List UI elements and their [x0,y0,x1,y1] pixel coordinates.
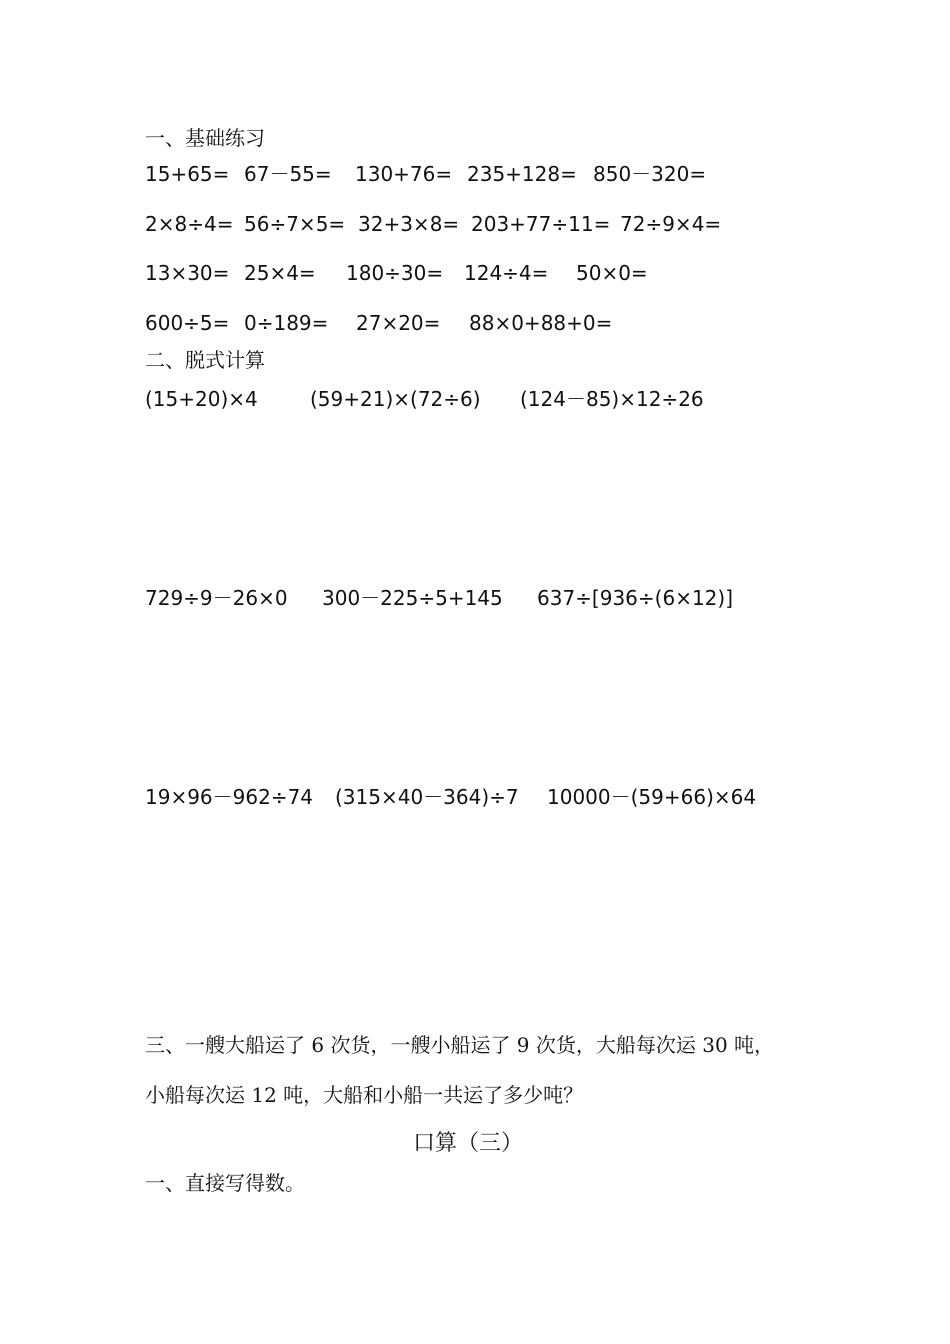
expression-3-1: 19×96－962÷74 [145,785,314,809]
next-part-title: 口算（三） [413,1131,524,1156]
problem-3-5: 50×0= [576,261,648,285]
section2-heading: 二、脱式计算 [145,348,265,372]
expression-1-3: (124－85)×12÷26 [520,387,704,411]
problem-2-4: 203+77÷11= [471,212,611,236]
problem-3-3: 180÷30= [346,261,444,285]
problem-1-4: 235+128= [467,162,577,186]
problem-4-1: 600÷5= [145,311,230,335]
problem-3-1: 13×30= [145,261,230,285]
problem-1-3: 130+76= [355,162,453,186]
expression-1-1: (15+20)×4 [145,387,258,411]
expression-2-2: 300－225÷5+145 [322,586,503,610]
problem-1-1: 15+65= [145,162,230,186]
word-problem-line-2: 小船每次运 12 吨，大船和小船一共运了多少吨？ [145,1083,584,1107]
problem-2-2: 56÷7×5= [244,212,346,236]
section1-heading: 一、基础练习 [145,126,265,150]
problem-3-4: 124÷4= [464,261,549,285]
problem-4-3: 27×20= [356,311,441,335]
problem-2-1: 2×8÷4= [145,212,234,236]
expression-1-2: (59+21)×(72÷6) [310,387,481,411]
expression-3-3: 10000－(59+66)×64 [547,785,757,809]
problem-4-4: 88×0+88+0= [469,311,613,335]
expression-3-2: (315×40－364)÷7 [335,785,519,809]
problem-1-5: 850－320= [593,162,707,186]
problem-1-2: 67－55= [244,162,332,186]
next-section-heading: 一、直接写得数。 [145,1171,305,1195]
expression-2-3: 637÷[936÷(6×12)] [537,586,734,610]
problem-2-5: 72÷9×4= [620,212,722,236]
problem-4-2: 0÷189= [244,311,329,335]
problem-3-2: 25×4= [244,261,316,285]
word-problem-line-1: 三、一艘大船运了 6 次货，一艘小船运了 9 次货，大船每次运 30 吨， [145,1033,775,1057]
expression-2-1: 729÷9－26×0 [145,586,288,610]
problem-2-3: 32+3×8= [358,212,460,236]
